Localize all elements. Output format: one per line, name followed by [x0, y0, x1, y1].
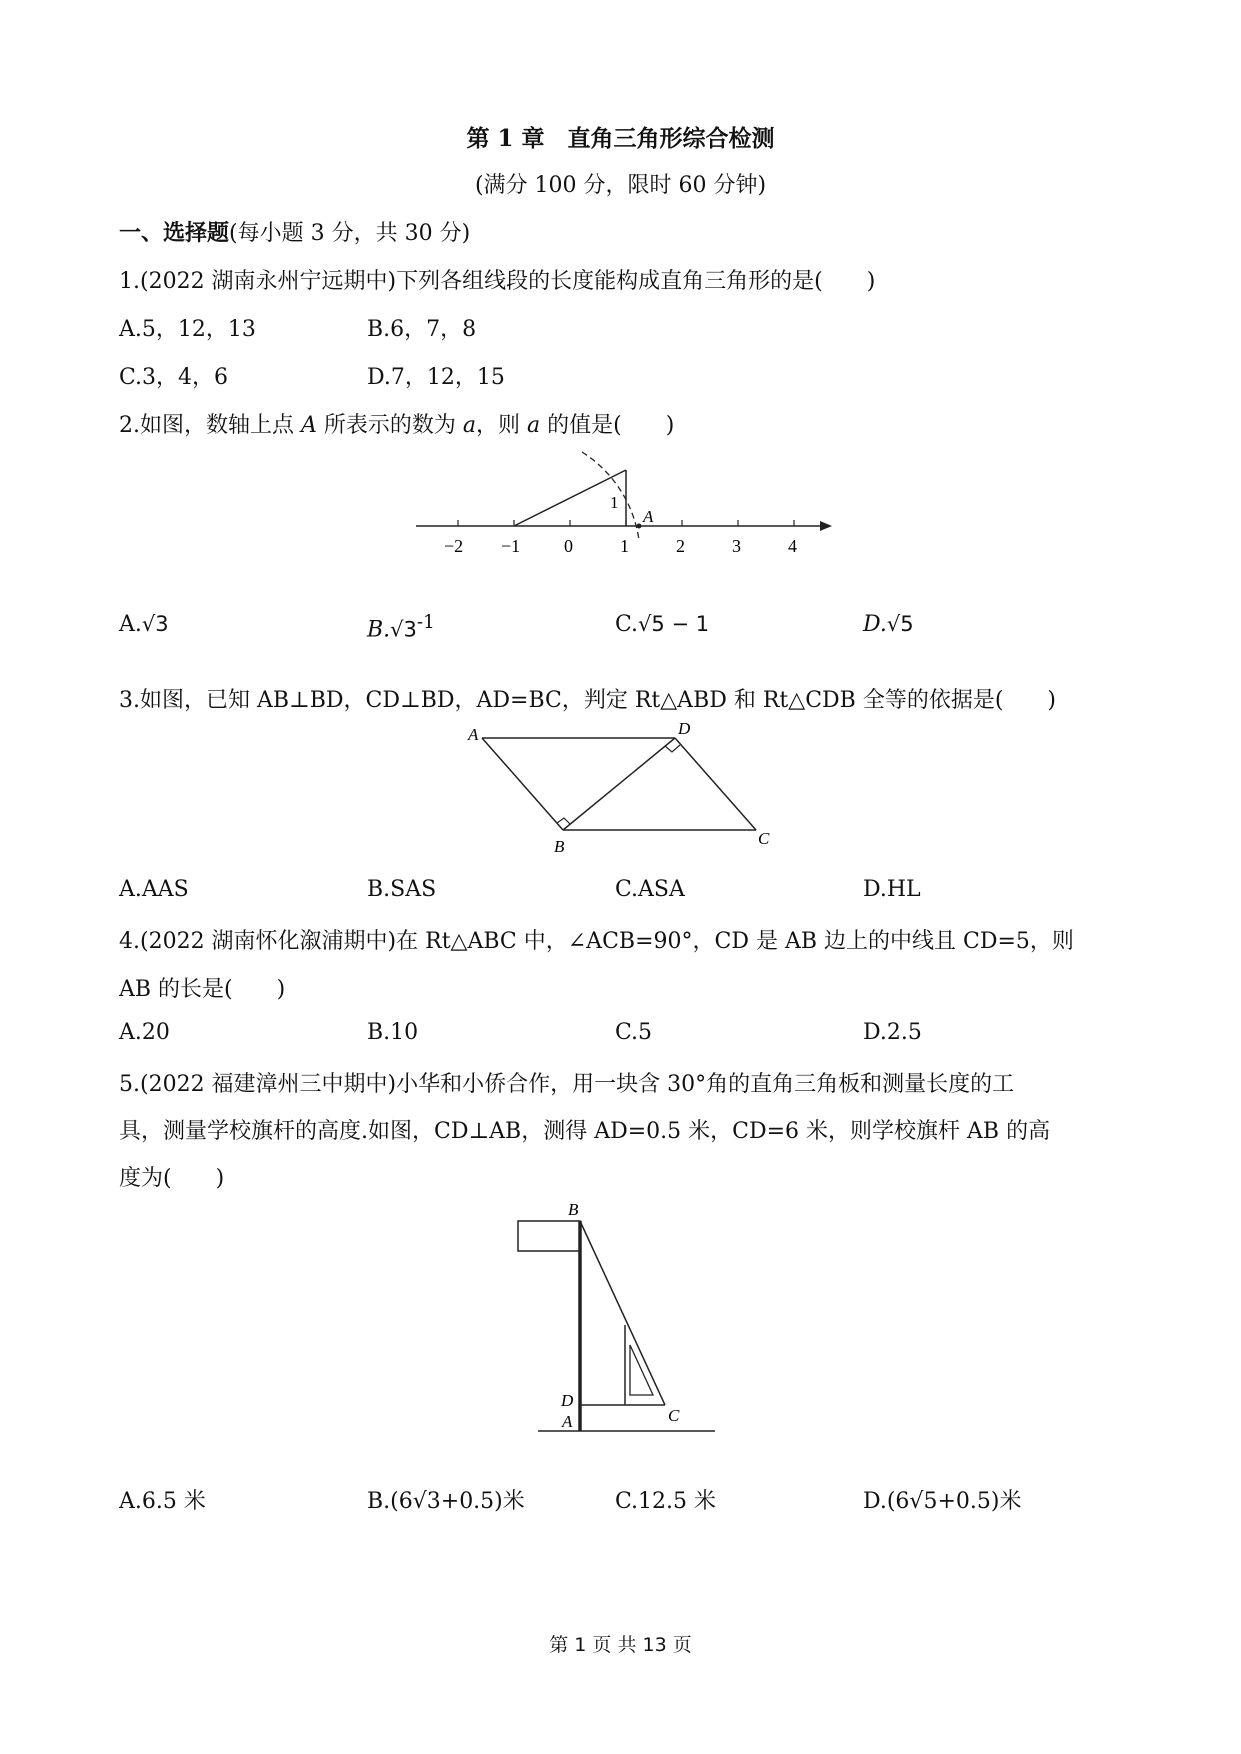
- point-A-label: A: [643, 507, 654, 526]
- q2-b-prefix: B.: [367, 617, 391, 643]
- q2-option-c: [615, 612, 709, 637]
- q2-b-value: √3: [390, 617, 417, 642]
- point-C-label: C: [668, 1406, 680, 1425]
- vertex-A-label: A: [468, 725, 479, 744]
- q5-option-b: B.(6√3+0.5)米: [367, 1489, 525, 1514]
- q4-option-d: D.2.5: [863, 1020, 922, 1045]
- q2-d-value: √5: [886, 612, 914, 636]
- tick-label: −1: [501, 536, 521, 556]
- q3-option-d: D.HL: [863, 877, 921, 902]
- section-heading: [119, 216, 470, 247]
- tick-label: 4: [788, 536, 797, 556]
- q3-option-a: A.AAS: [119, 877, 189, 902]
- sight-line-BC: [580, 1221, 665, 1405]
- question-5-line-3: 度为( ): [119, 1166, 225, 1191]
- tick-label: −2: [444, 536, 464, 556]
- page-title: 第 1 章 直角三角形综合检测: [466, 125, 775, 152]
- tick-label: 1: [620, 536, 629, 556]
- parallelogram-figure: [460, 720, 780, 860]
- q2-text-a2: a: [527, 413, 541, 438]
- segment-DC: [675, 738, 756, 830]
- right-angle-mark-B: [557, 818, 570, 824]
- point-B-label: B: [568, 1200, 579, 1219]
- tick-label: 3: [732, 536, 741, 556]
- leg-length-label: 1: [610, 493, 619, 512]
- number-line-figure: [400, 440, 840, 560]
- question-5-line-2: 具，测量学校旗杆的高度.如图，CD⊥AB，测得 AD=0.5 米，CD=6 米，则学校旗杆 AB 的高: [119, 1119, 1051, 1144]
- question-4-line-2: AB 的长是( ): [119, 977, 286, 1002]
- page-number: 第 1 页 共 13 页: [549, 1634, 692, 1656]
- tick-label: 2: [676, 536, 685, 556]
- segment-AB: [482, 738, 563, 830]
- axis-arrowhead: [820, 521, 832, 531]
- q1-option-c: C.3，4，6: [119, 365, 229, 390]
- q2-b-suffix: -1: [416, 612, 435, 633]
- question-2-text: [119, 408, 674, 439]
- q2-a-value: √3: [141, 612, 169, 636]
- point-A-label: A: [562, 1412, 573, 1431]
- q1-option-b: B.6，7，8: [367, 317, 477, 342]
- q2-text-a: a: [462, 413, 476, 438]
- diagonal-BD: [563, 738, 675, 830]
- q2-text-post: 的值是( ): [540, 413, 675, 438]
- right-angle-mark-D: [665, 745, 680, 752]
- section-note: (每小题 3 分，共 30 分): [229, 221, 471, 246]
- question-3-text: 3.如图，已知 AB⊥BD，CD⊥BD，AD=BC，判定 Rt△ABD 和 Rt△CDB 全等的依据是( ): [119, 688, 1056, 713]
- q3-option-c: C.ASA: [615, 877, 685, 902]
- flag-rect: [518, 1221, 580, 1251]
- q4-option-c: C.5: [615, 1020, 653, 1045]
- section-head: 一、选择题: [119, 220, 230, 246]
- vertex-B-label: B: [554, 837, 565, 856]
- question-4-line-1: 4.(2022 湖南怀化溆浦期中)在 Rt△ABC 中，∠ACB=90°，CD 是 AB 边上的中线且 CD=5，则: [119, 929, 1074, 954]
- q2-c-value: √5 − 1: [638, 612, 710, 636]
- q4-option-b: B.10: [367, 1020, 419, 1045]
- q2-text-mid2: ，则: [476, 413, 527, 438]
- q2-text-mid: 所表示的数为: [316, 413, 463, 438]
- q2-option-b: [367, 612, 435, 642]
- q5-option-d: D.(6√5+0.5)米: [863, 1489, 1022, 1514]
- q2-c-prefix: C.: [615, 612, 639, 637]
- q2-d-prefix: D.: [863, 612, 887, 637]
- q2-option-d: [863, 612, 914, 637]
- question-1-text: 1.(2022 湖南永州宁远期中)下列各组线段的长度能构成直角三角形的是( ): [119, 269, 876, 294]
- q2-a-prefix: A.: [119, 612, 142, 637]
- q1-option-d: D.7，12，15: [367, 365, 505, 390]
- q1-option-a: A.5，12，13: [119, 317, 256, 342]
- q2-text-pre: 2.如图，数轴上点: [119, 413, 301, 438]
- q2-option-a: [119, 612, 169, 637]
- point-D-label: D: [561, 1391, 574, 1410]
- exam-subtitle: (满分 100 分，限时 60 分钟): [474, 173, 767, 198]
- vertex-D-label: D: [678, 720, 691, 738]
- q4-option-a: A.20: [119, 1020, 170, 1045]
- flagpole-figure: [510, 1195, 730, 1440]
- question-5-line-1: 5.(2022 福建漳州三中期中)小华和小侨合作，用一块含 30°角的直角三角板和测量长度的工: [119, 1072, 1015, 1097]
- q3-option-b: B.SAS: [367, 877, 437, 902]
- q2-text-A: A: [300, 413, 317, 438]
- vertex-C-label: C: [758, 829, 770, 848]
- q5-option-c: C.12.5 米: [615, 1489, 717, 1514]
- q5-option-a: A.6.5 米: [119, 1489, 206, 1514]
- point-A-dot: [637, 524, 642, 529]
- tick-label: 0: [564, 536, 573, 556]
